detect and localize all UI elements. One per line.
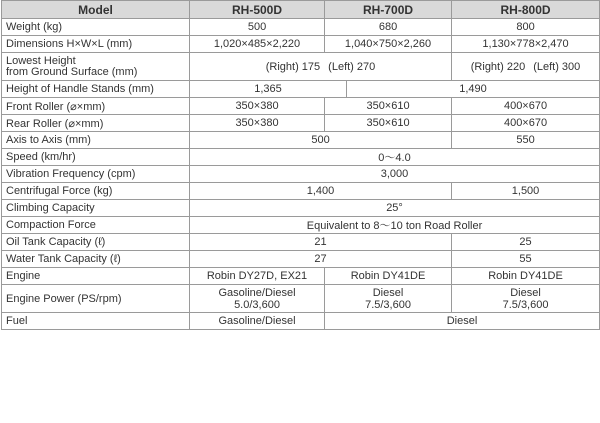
fuel-row bbox=[2, 313, 600, 330]
engine-power-rh500d-fuel: Gasoline/Diesel bbox=[218, 286, 296, 299]
model-rh700d-header: RH-700D bbox=[325, 1, 452, 19]
speed-value: 0～4.0 bbox=[190, 149, 600, 166]
engine-power-label: Engine Power (PS/rpm) bbox=[2, 285, 190, 313]
lowest-height-right-b: (Right) 220 bbox=[470, 60, 526, 73]
weight-rh700d: 680 bbox=[325, 19, 452, 36]
vibration-row bbox=[2, 166, 600, 183]
dimensions-rh500d: 1,020×485×2,220 bbox=[190, 36, 325, 53]
rear-roller-label: Rear Roller (⌀×mm) bbox=[2, 115, 190, 132]
engine-rh800d: Robin DY41DE bbox=[452, 268, 600, 285]
engine-rh700d: Robin DY41DE bbox=[325, 268, 452, 285]
lowest-height-label bbox=[2, 53, 190, 81]
handle-stands-a: 1,365 bbox=[190, 81, 347, 98]
centrifugal-a: 1,400 bbox=[190, 183, 452, 200]
lowest-height-rh800d bbox=[452, 53, 600, 81]
axis-b: 550 bbox=[452, 132, 600, 149]
engine-power-rh800d-fuel: Diesel bbox=[510, 286, 541, 299]
engine-row bbox=[2, 268, 600, 285]
weight-rh800d: 800 bbox=[452, 19, 600, 36]
engine-power-rh700d-fuel: Diesel bbox=[372, 286, 404, 299]
rear-roller-rh500d: 350×380 bbox=[190, 115, 325, 132]
lowest-height-label-line1: Lowest Height bbox=[6, 54, 76, 67]
engine-power-rh500d bbox=[190, 285, 325, 313]
oil-tank-b: 25 bbox=[452, 234, 600, 251]
dimensions-rh800d: 1,130×778×2,470 bbox=[452, 36, 600, 53]
front-roller-rh700d: 350×610 bbox=[325, 98, 452, 115]
vibration-label: Vibration Frequency (cpm) bbox=[2, 166, 190, 183]
centrifugal-label: Centrifugal Force (kg) bbox=[2, 183, 190, 200]
climbing-label: Climbing Capacity bbox=[2, 200, 190, 217]
handle-stands-label: Height of Handle Stands (mm) bbox=[2, 81, 190, 98]
lowest-height-rh500d-700d bbox=[190, 53, 452, 81]
front-roller-rh800d: 400×670 bbox=[452, 98, 600, 115]
weight-rh500d: 500 bbox=[190, 19, 325, 36]
fuel-rh700d-800d: Diesel bbox=[325, 313, 600, 330]
handle-stands-row bbox=[2, 81, 600, 98]
header-row bbox=[2, 1, 600, 19]
axis-a: 500 bbox=[190, 132, 452, 149]
oil-tank-label: Oil Tank Capacity (ℓ) bbox=[2, 234, 190, 251]
axis-row bbox=[2, 132, 600, 149]
centrifugal-b: 1,500 bbox=[452, 183, 600, 200]
engine-power-rh700d-value: 7.5/3,600 bbox=[365, 298, 411, 311]
engine-power-rh800d-value: 7.5/3,600 bbox=[502, 298, 549, 311]
lowest-height-right-a: (Right) 175 bbox=[265, 60, 321, 73]
engine-power-rh700d bbox=[325, 285, 452, 313]
dimensions-row bbox=[2, 36, 600, 53]
dimensions-label: Dimensions H×W×L (mm) bbox=[2, 36, 190, 53]
model-header: Model bbox=[2, 1, 190, 19]
vibration-value: 3,000 bbox=[190, 166, 600, 183]
fuel-label: Fuel bbox=[2, 313, 190, 330]
front-roller-label: Front Roller (⌀×mm) bbox=[2, 98, 190, 115]
engine-power-rh500d-value: 5.0/3,600 bbox=[234, 298, 280, 311]
weight-label: Weight (kg) bbox=[2, 19, 190, 36]
model-rh500d-header: RH-500D bbox=[190, 1, 325, 19]
engine-power-row bbox=[2, 285, 600, 313]
water-tank-a: 27 bbox=[190, 251, 452, 268]
spec-table bbox=[1, 0, 600, 330]
water-tank-label: Water Tank Capacity (ℓ) bbox=[2, 251, 190, 268]
lowest-height-left-b: (Left) 300 bbox=[533, 60, 581, 73]
oil-tank-row bbox=[2, 234, 600, 251]
water-tank-row bbox=[2, 251, 600, 268]
engine-power-rh800d bbox=[452, 285, 600, 313]
dimensions-rh700d: 1,040×750×2,260 bbox=[325, 36, 452, 53]
lowest-height-label-line2: from Ground Surface (mm) bbox=[6, 65, 138, 78]
speed-row bbox=[2, 149, 600, 166]
engine-rh500d: Robin DY27D, EX21 bbox=[190, 268, 325, 285]
oil-tank-a: 21 bbox=[190, 234, 452, 251]
rear-roller-rh700d: 350×610 bbox=[325, 115, 452, 132]
compaction-label: Compaction Force bbox=[2, 217, 190, 234]
rear-roller-rh800d: 400×670 bbox=[452, 115, 600, 132]
lowest-height-row bbox=[2, 53, 600, 81]
front-roller-row bbox=[2, 98, 600, 115]
axis-label: Axis to Axis (mm) bbox=[2, 132, 190, 149]
front-roller-rh500d: 350×380 bbox=[190, 98, 325, 115]
climbing-row bbox=[2, 200, 600, 217]
lowest-height-left-a: (Left) 270 bbox=[328, 60, 376, 73]
compaction-row bbox=[2, 217, 600, 234]
handle-stands-b: 1,490 bbox=[347, 81, 600, 98]
rear-roller-row bbox=[2, 115, 600, 132]
centrifugal-row bbox=[2, 183, 600, 200]
water-tank-b: 55 bbox=[452, 251, 600, 268]
climbing-value: 25° bbox=[190, 200, 600, 217]
fuel-rh500d: Gasoline/Diesel bbox=[190, 313, 325, 330]
compaction-value: Equivalent to 8～10 ton Road Roller bbox=[190, 217, 600, 234]
model-rh800d-header: RH-800D bbox=[452, 1, 600, 19]
weight-row bbox=[2, 19, 600, 36]
engine-label: Engine bbox=[2, 268, 190, 285]
speed-label: Speed (km/hr) bbox=[2, 149, 190, 166]
